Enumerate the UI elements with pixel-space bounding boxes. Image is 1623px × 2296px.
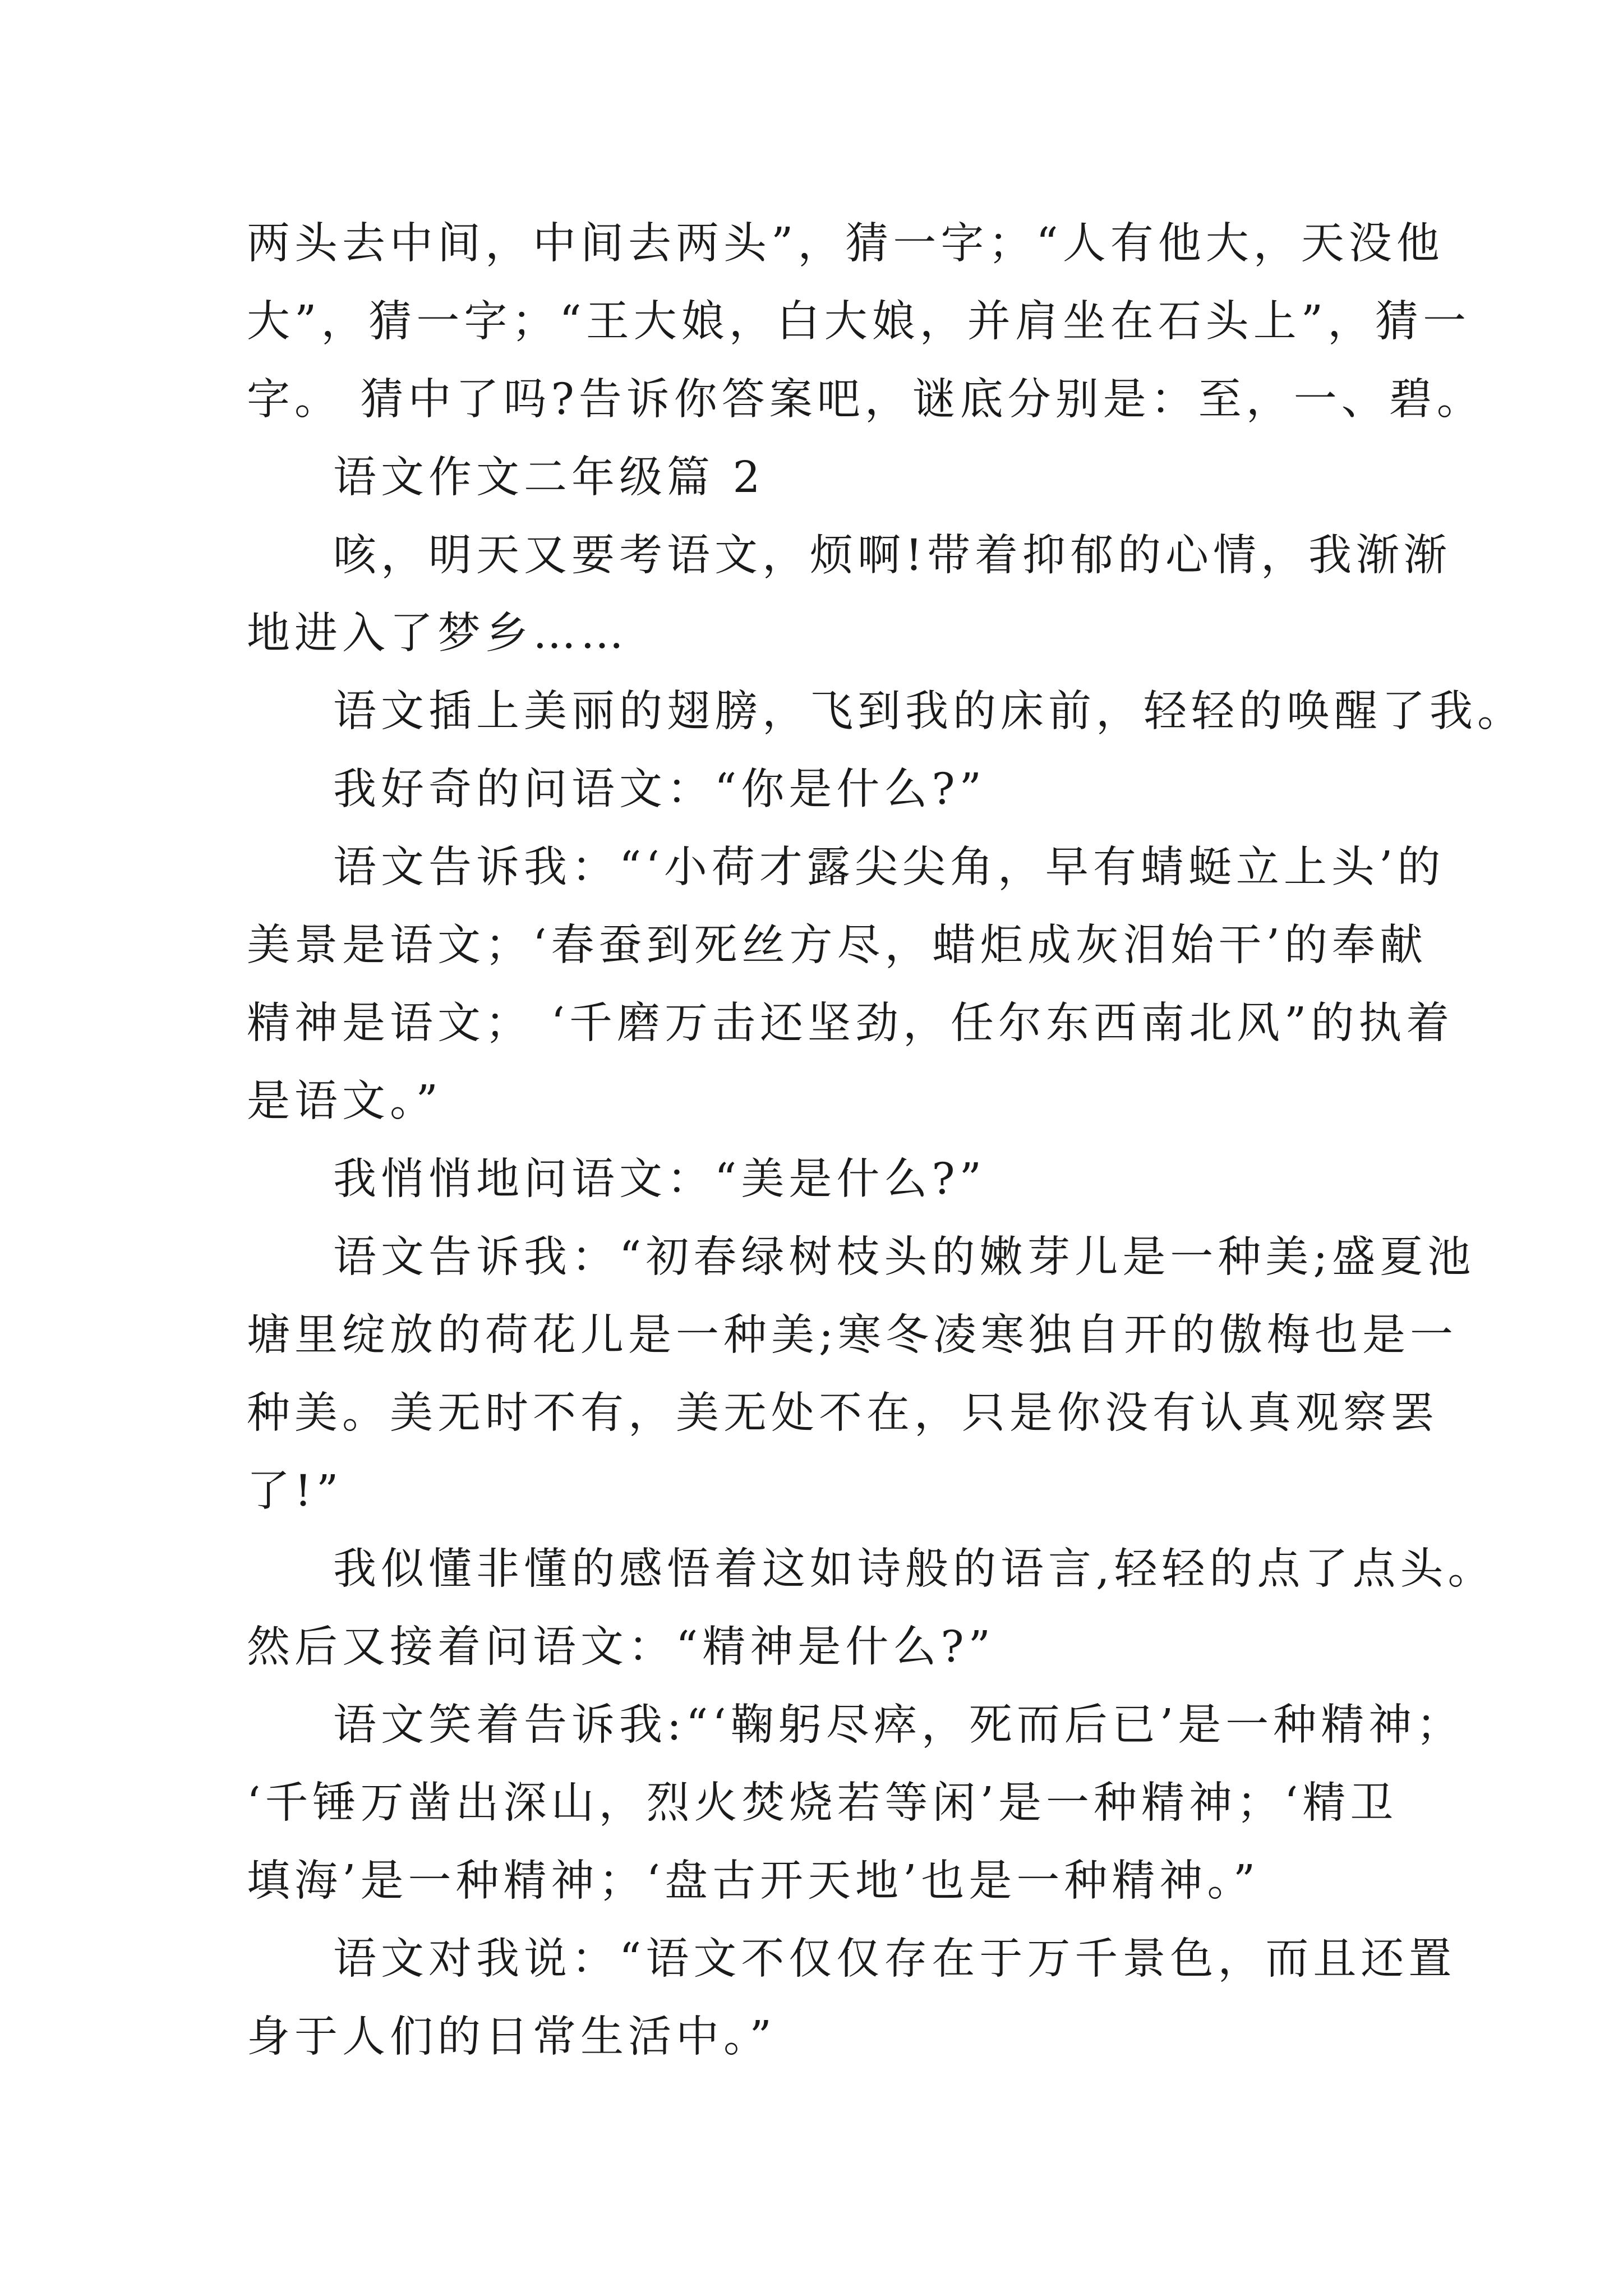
text-line: 美景是语文；‘春蚕到死丝方尽，蜡炬成灰泪始干’的奉献 <box>247 921 1427 970</box>
text-line: 语文插上美丽的翅膀，飞到我的床前，轻轻的唤醒了我。 <box>333 687 1525 737</box>
text-line: 语文告诉我：“‘小荷才露尖尖角，早有蜻蜓立上头’的 <box>333 843 1445 892</box>
text-line: 地进入了梦乡…… <box>247 609 628 659</box>
text-line: 语文笑着告诉我:“‘鞠躬尽瘁，死而后已’是一种精神； <box>333 1700 1464 1750</box>
paragraph-question-what <box>247 751 1391 829</box>
text-line: ‘千锤万凿出深山，烈火焚烧若等闲’是一种精神；‘精卫 <box>247 1778 1398 1828</box>
text-line: 身于人们的日常生活中。” <box>247 2012 776 2062</box>
text-line: 是语文。” <box>247 1076 442 1126</box>
document-page <box>247 205 1525 2076</box>
text-line: 填海’是一种精神；‘盘古开天地’也是一种精神。” <box>247 1856 1260 1906</box>
text-line: 然后又接着问语文：“精神是什么?” <box>247 1622 995 1672</box>
text-line: 我悄悄地问语文：“美是什么?” <box>333 1154 986 1204</box>
text-line: 精神是语文； ‘千磨万击还坚劲，任尔东西南北风”的执着 <box>247 999 1454 1048</box>
text-line: 咳，明天又要考语文，烦啊!带着抑郁的心情，我渐渐 <box>333 531 1451 581</box>
text-line: 语文告诉我：“初春绿树枝头的嫩芽儿是一种美;盛夏池 <box>333 1232 1476 1282</box>
paragraph-answer-spirit <box>247 1686 1464 1920</box>
paragraph-wake-up <box>247 673 1525 751</box>
text-line: 了!” <box>247 1466 343 1516</box>
text-line: 语文对我说：“语文不仅仅存在于万千景色，而且还置 <box>333 1934 1456 1984</box>
paragraph-dream-intro <box>247 517 1451 673</box>
text-line: 大”，猜一字；“王大娘，白大娘，并肩坐在石头上”，猜一 <box>247 297 1471 347</box>
paragraph-daily-life <box>247 1920 1456 2076</box>
heading-text: 语文作文二年级篇 2 <box>333 453 765 503</box>
paragraph-question-spirit <box>247 1530 1496 1686</box>
section-heading <box>247 439 1391 517</box>
text-line: 两头去中间，中间去两头”，猜一字；“人有他大，天没他 <box>247 219 1444 269</box>
text-line: 我似懂非懂的感悟着这如诗般的语言,轻轻的点了点头。 <box>333 1544 1496 1594</box>
paragraph-answer-beauty <box>247 1218 1476 1530</box>
text-line: 我好奇的问语文：“你是什么?” <box>333 765 986 815</box>
paragraph-riddle-answers <box>247 205 1484 439</box>
paragraph-question-beauty <box>247 1140 1391 1218</box>
text-line: 塘里绽放的荷花儿是一种美;寒冬凌寒独自开的傲梅也是一 <box>247 1310 1458 1360</box>
paragraph-answer-what <box>247 829 1454 1140</box>
text-line: 字。 猜中了吗?告诉你答案吧，谜底分别是：至，一、碧。 <box>247 375 1484 425</box>
text-line: 种美。美无时不有，美无处不在，只是你没有认真观察罢 <box>247 1388 1438 1438</box>
